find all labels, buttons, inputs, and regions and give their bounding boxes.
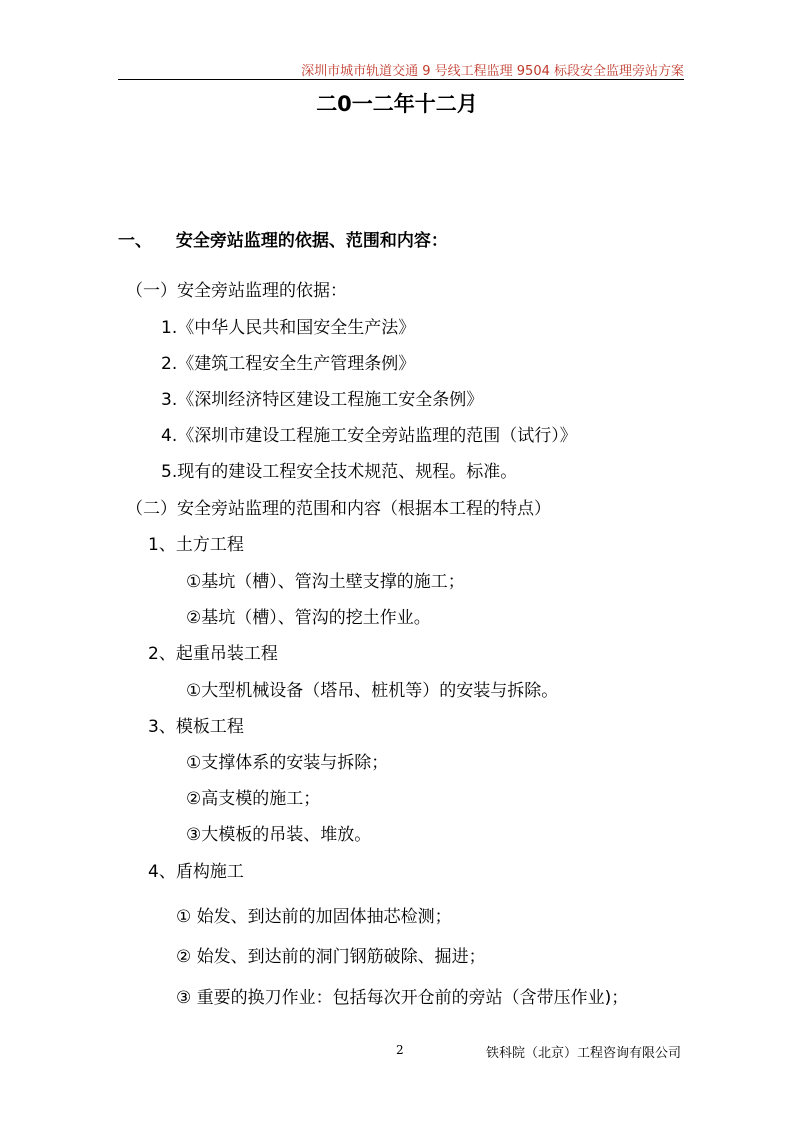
header-divider bbox=[118, 79, 684, 80]
subsection-heading-basis: （一）安全旁站监理的依据： bbox=[126, 281, 347, 301]
category-heading: 4、盾构施工 bbox=[148, 862, 244, 882]
footer-company: 铁科院（北京）工程咨询有限公司 bbox=[486, 1046, 682, 1061]
list-item: ② 始发、到达前的洞门钢筋破除、掘进； bbox=[176, 947, 486, 967]
section-heading-text: 安全旁站监理的依据、范围和内容： bbox=[175, 231, 448, 251]
section-number: 一、 bbox=[118, 231, 152, 251]
category-heading: 3、模板工程 bbox=[148, 717, 244, 737]
list-item: ②高支模的施工； bbox=[186, 789, 321, 809]
date-title: 二0一二年十二月 bbox=[316, 92, 478, 116]
page-number: 2 bbox=[396, 1043, 404, 1057]
list-item: 5.现有的建设工程安全技术规范、规程。标准。 bbox=[161, 462, 518, 482]
header-title: 深圳市城市轨道交通 9 号线工程监理 9504 标段安全监理旁站方案 bbox=[301, 64, 684, 79]
subsection-heading-scope: （二）安全旁站监理的范围和内容（根据本工程的特点） bbox=[126, 499, 551, 519]
list-item: 2.《建筑工程安全生产管理条例》 bbox=[161, 354, 416, 374]
category-heading: 2、起重吊装工程 bbox=[148, 644, 278, 664]
category-heading: 1、土方工程 bbox=[148, 535, 244, 555]
list-item: 1.《中华人民共和国安全生产法》 bbox=[161, 318, 416, 338]
list-item: ②基坑（槽）、管沟的挖土作业。 bbox=[186, 608, 431, 628]
section-heading bbox=[118, 226, 448, 251]
list-item: ③ 重要的换刀作业：包括每次开仓前的旁站（含带压作业)； bbox=[176, 988, 629, 1008]
list-item: 3.《深圳经济特区建设工程施工安全条例》 bbox=[161, 390, 484, 410]
list-item: ① 始发、到达前的加固体抽芯检测； bbox=[176, 907, 452, 927]
list-item: ①大型机械设备（塔吊、桩机等）的安装与拆除。 bbox=[186, 681, 559, 701]
list-item: 4.《深圳市建设工程施工安全旁站监理的范围（试行）》 bbox=[161, 426, 577, 446]
list-item: ③大模板的吊装、堆放。 bbox=[186, 825, 372, 845]
list-item: ①基坑（槽）、管沟土壁支撑的施工； bbox=[186, 572, 465, 592]
list-item: ①支撑体系的安装与拆除； bbox=[186, 753, 389, 773]
